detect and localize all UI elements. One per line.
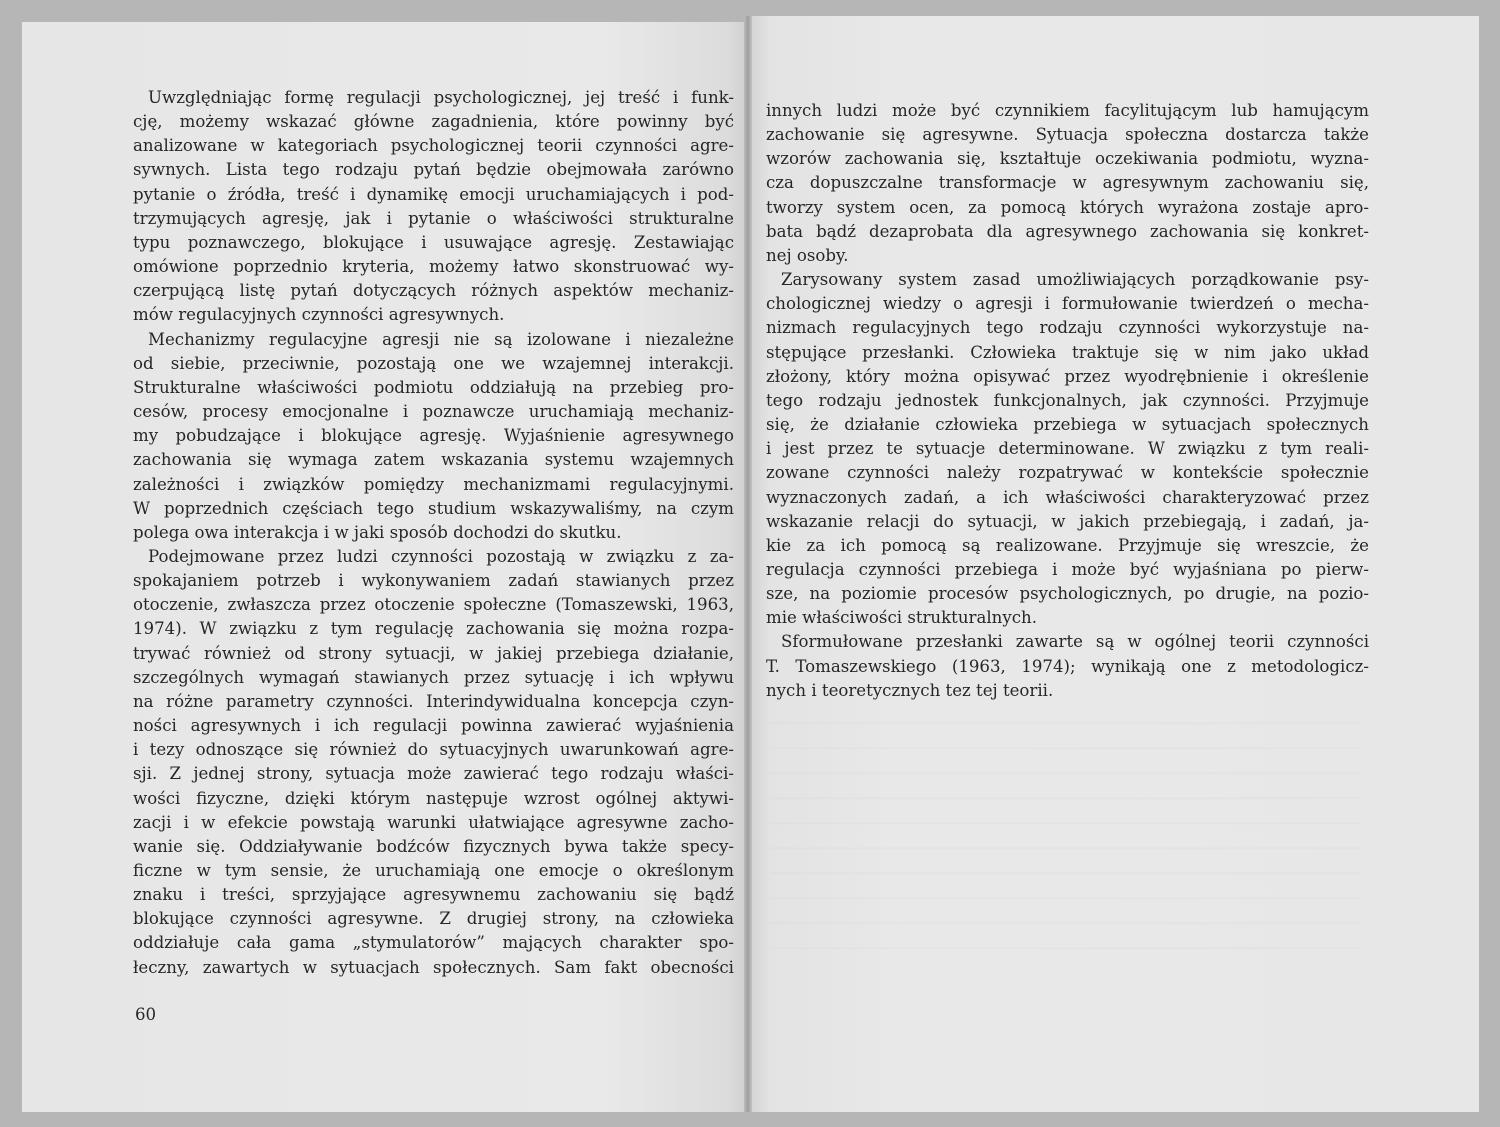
page-number: 60 [135,1005,157,1024]
text-line: Podejmowane przez ludzi czynności pozostają w związku z za- [148,546,734,566]
text-line: mów regulacyjnych czynności agresywnych. [133,305,505,325]
text-line: bata bądź dezaprobata dla agresywnego zachowania się konkret- [766,221,1369,241]
text-line: od siebie, przeciwnie, pozostają one we wzajemnej interakcji. [133,353,734,373]
text-line: sywnych. Lista tego rodzaju pytań będzie obejmowała zarówno [133,160,734,180]
right-page-text [766,99,1369,703]
text-line: łeczny, zawartych w sytuacjach społecznych. Sam fakt obecności [133,957,734,977]
text-line: cję, możemy wskazać główne zagadnienia, które powinny być [133,112,734,132]
text-line: pytanie o źródła, treść i dynamikę emocji uruchamiających i pod- [133,184,734,204]
text-line: 1974). W związku z tym regulację zachowania się można rozpa- [133,619,734,639]
text-line: typu poznawczego, blokujące i usuwające agresję. Zestawiając [133,232,734,252]
text-line: zowane czynności należy rozpatrywać w kontekście społecznie [766,463,1369,483]
text-line: Uwzględniając formę regulacji psychologicznej, jej treść i funk- [148,88,734,107]
text-line: stępujące przesłanki. Człowieka traktuje się w nim jako układ [766,342,1369,362]
text-line: kie za ich pomocą są realizowane. Przyjmuje się wreszcie, że [766,535,1369,555]
text-line: wyznaczonych zadań, a ich właściwości charakteryzować przez [766,487,1369,507]
text-line: sze, na poziomie procesów psychologicznych, po drugie, na pozio- [766,584,1369,604]
book-gutter [744,16,752,1112]
paragraph [766,268,1369,630]
text-line: i jest przez te sytuacje determinowane. W związku z tym reali- [766,439,1369,459]
text-line: omówione poprzednio kryteria, możemy łatwo skonstruować wy- [133,257,734,277]
text-line: cza dopuszczalne transformacje w agresywnym zachowaniu się, [766,173,1369,193]
text-line: nych i teoretycznych tez tej teorii. [766,680,1054,700]
text-line: trzymujących agresję, jak i pytanie o właściwości strukturalne [133,208,734,228]
text-line: zależności i związków pomiędzy mechanizmami regulacyjnymi. [133,474,734,494]
text-line: T. Tomaszewskiego (1963, 1974); wynikają one z metodologicz- [766,656,1369,676]
text-line: innych ludzi może być czynnikiem facylitującym lub hamującym [766,101,1369,120]
text-line: trywać również od strony sytuacji, w jakiej przebiega działanie, [133,643,734,663]
text-line: analizowane w kategoriach psychologicznej teorii czynności agre- [133,136,734,156]
text-line: blokujące czynności agresywne. Z drugiej strony, na człowieka [133,909,734,929]
paragraph [133,86,734,328]
text-line: i tezy odnoszące się również do sytuacyjnych uwarunkowań agre- [133,740,734,760]
text-line: Zarysowany system zasad umożliwiających porządkowanie psy- [781,270,1369,290]
text-line: spokajaniem potrzeb i wykonywaniem zadań stawianych przez [133,571,734,591]
text-line: cesów, procesy emocjonalne i poznawcze uruchamiają mechaniz- [133,402,734,422]
text-line: regulacja czynności przebiega i może być wyjaśniana po pierw- [766,559,1369,579]
text-line: wskazanie relacji do sytuacji, w jakich przebiegają, i zadań, ja- [766,511,1369,531]
text-line: nej osoby. [766,245,849,265]
text-line: Strukturalne właściwości podmiotu oddziałują na przebieg pro- [133,377,734,397]
text-line: szczególnych wymagań stawianych przez sytuację i ich wpływu [133,667,734,687]
text-line: otoczenie, zwłaszcza przez otoczenie społeczne (Tomaszewski, 1963, [133,595,734,615]
text-line: tworzy system ocen, za pomocą których wyrażona zostaje apro- [766,197,1369,217]
text-line: tego rodzaju jednostek funkcjonalnych, jak czynności. Przyjmuje [766,390,1369,410]
text-line: Mechanizmy regulacyjne agresji nie są izolowane i niezależne [148,329,734,349]
text-line: zachowania się wymaga zatem wskazania systemu wzajemnych [133,450,734,470]
paragraph [766,99,1369,268]
text-line: na różne parametry czynności. Interindywidualna koncepcja czyn- [133,691,734,711]
text-line: wości fizyczne, dzięki którym następuje wzrost ogólnej aktywi- [133,788,734,808]
text-line: zachowanie się agresywne. Sytuacja społeczna dostarcza także [766,125,1369,145]
text-line: sji. Z jednej strony, sytuacja może zawierać tego rodzaju właści- [133,764,734,784]
paragraph [133,328,734,545]
text-line: się, że działanie człowieka przebiega w sytuacjach społecznych [766,415,1369,435]
paragraph [766,630,1369,702]
text-line: chologicznej wiedzy o agresji i formułowanie twierdzeń o mecha- [766,294,1369,314]
text-line: złożony, który można opisywać przez wyodrębnienie i określenie [766,366,1369,386]
text-line: W poprzednich częściach tego studium wskazywaliśmy, na czym [133,498,734,518]
left-page-text [133,86,734,980]
text-line: my pobudzające i blokujące agresję. Wyjaśnienie agresywnego [133,426,734,446]
text-line: polega owa interakcja i w jaki sposób dochodzi do skutku. [133,522,622,542]
text-line: wzorów zachowania się, kształtuje oczekiwania podmiotu, wyzna- [766,149,1369,169]
text-line: ficzne w tym sensie, że uruchamiają one emocje o określonym [133,861,734,880]
text-line: wanie się. Oddziaływanie bodźców fizycznych bywa także specy- [133,836,734,856]
text-line: mie właściwości strukturalnych. [766,608,1037,628]
bleed-through-texture [770,700,1360,960]
text-line: zacji i w efekcie powstają warunki ułatwiające agresywne zacho- [133,812,734,832]
text-line: nizmach regulacyjnych tego rodzaju czynności wykorzystuje na- [766,318,1369,338]
text-line: Sformułowane przesłanki zawarte są w ogólnej teorii czynności [781,632,1369,652]
paragraph [133,545,734,980]
text-line: czerpującą listę pytań dotyczących różnych aspektów mechaniz- [133,281,734,301]
text-line: oddziałuje cała gama „stymulatorów” mających charakter spo- [133,933,734,953]
text-line: znaku i treści, sprzyjające agresywnemu zachowaniu się bądź [133,885,734,905]
text-line: ności agresywnych i ich regulacji powinna zawierać wyjaśnienia [133,716,734,736]
